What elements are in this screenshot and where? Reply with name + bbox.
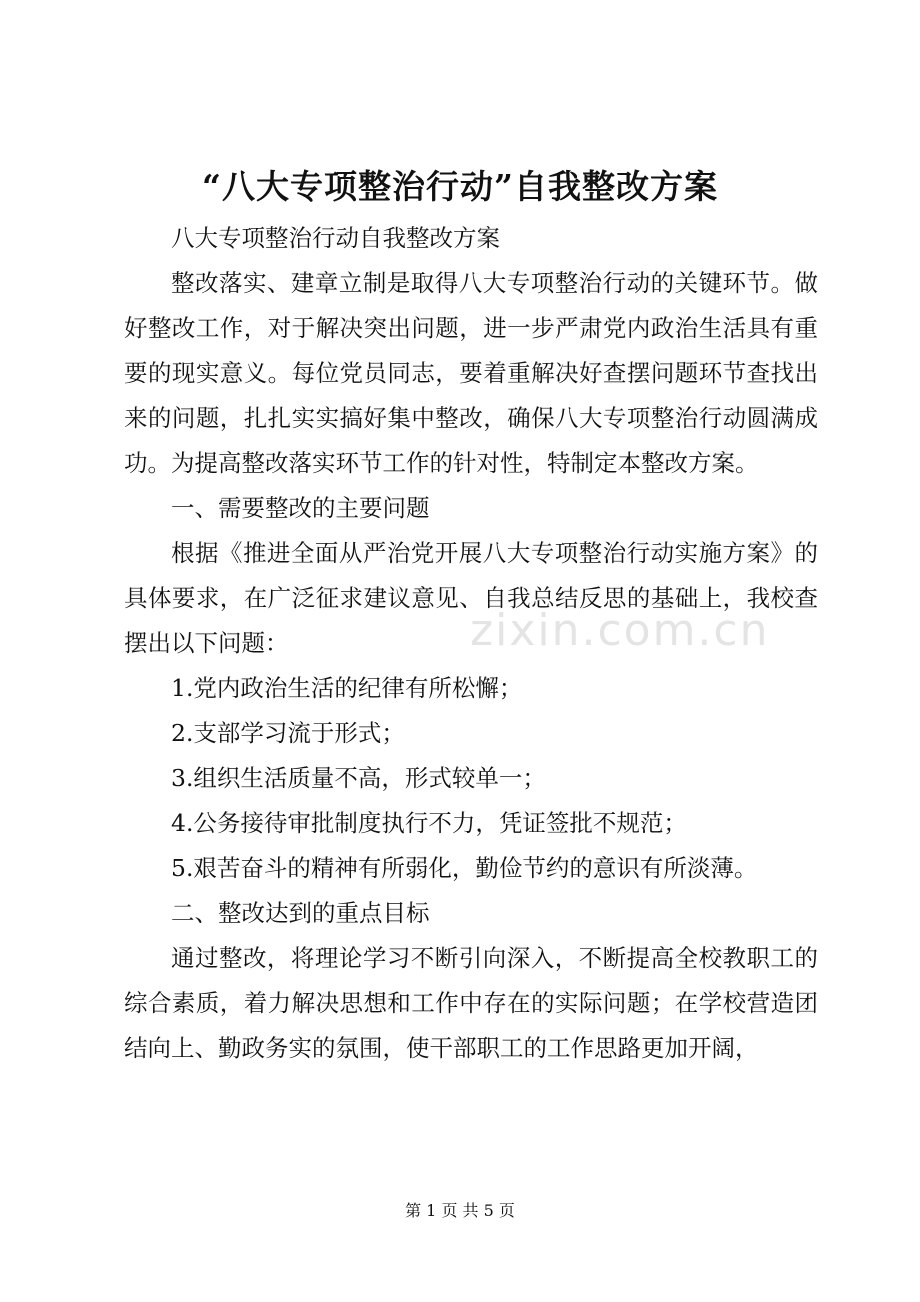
paragraph-problems-intro: 根据《推进全面从严治党开展八大专项整治行动实施方案》的具体要求，在广泛征求建议意见、自我总结反思的基础上，我校查摆出以下问题：	[124, 539, 818, 657]
list-item-3: 3.组织生活质量不高，形式较单一；	[171, 764, 546, 792]
section-heading-1: 一、需要整改的主要问题	[171, 494, 430, 522]
watermark: zixin.com.cn	[470, 605, 770, 656]
list-item-2: 2.支部学习流于形式；	[171, 719, 405, 747]
list-item-5: 5.艰苦奋斗的精神有所弱化，勤俭节约的意识有所淡薄。	[171, 854, 758, 882]
list-item-1: 1.党内政治生活的纪律有所松懈；	[171, 674, 523, 702]
paragraph-subtitle: 八大专项整治行动自我整改方案	[171, 224, 500, 252]
paragraph-intro: 整改落实、建章立制是取得八大专项整治行动的关键环节。做好整改工作，对于解决突出问题，进一步严肃党内政治生活具有重要的现实意义。每位党员同志，要着重解决好查摆问题环节查找出来的问题，扎扎实实搞好集中整改，确保八大专项整治行动圆满成功。为提高整改落实环节工作的针对性，特制定本整改方案。	[124, 269, 818, 477]
section-heading-2: 二、整改达到的重点目标	[171, 899, 430, 927]
page-footer: 第 1 页 共 5 页	[405, 1201, 515, 1220]
document-title: “八大专项整治行动”自我整改方案	[202, 167, 718, 206]
paragraph-goals: 通过整改，将理论学习不断引向深入，不断提高全校教职工的综合素质，着力解决思想和工作中存在的实际问题；在学校营造团结向上、勤政务实的氛围，使干部职工的工作思路更加开阔，	[124, 944, 818, 1062]
list-item-4: 4.公务接待审批制度执行不力，凭证签批不规范；	[171, 809, 687, 837]
